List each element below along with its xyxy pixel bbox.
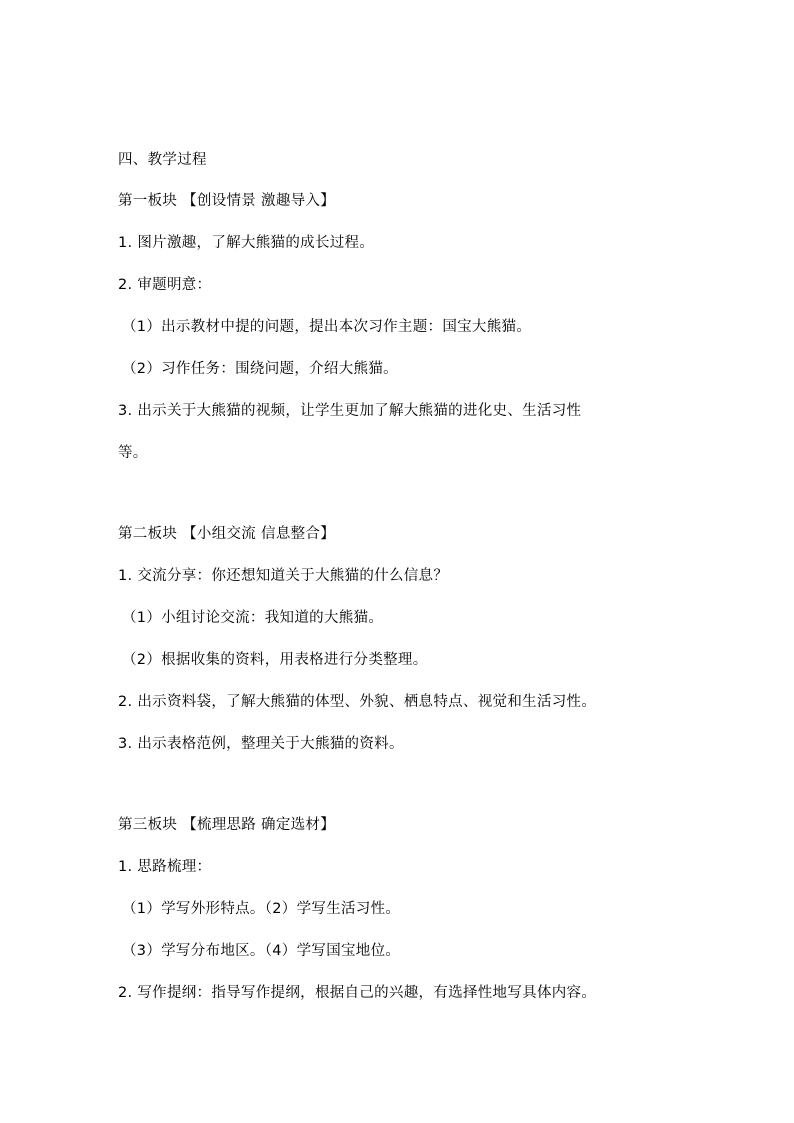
block-3-title: 第三板块 【梳理思路 确定选材】 <box>118 817 336 833</box>
block-3-subitem-2: （3）学写分布地区。（4）学写国宝地位。 <box>122 943 401 959</box>
block-1-item-3-cont: 等。 <box>118 445 148 461</box>
block-2-subitem-2: （2）根据收集的资料，用表格进行分类整理。 <box>122 652 428 668</box>
block-1-item-3: 3. 出示关于大熊猫的视频，让学生更加了解大熊猫的进化史、生活习性 <box>118 403 582 419</box>
block-2-title: 第二板块 【小组交流 信息整合】 <box>118 526 336 542</box>
block-1-subitem-1: （1）出示教材中提的问题，提出本次习作主题：国宝大熊猫。 <box>122 319 532 335</box>
block-3-item-1: 1. 思路梳理： <box>118 859 212 875</box>
block-1-subitem-2: （2）习作任务：围绕问题，介绍大熊猫。 <box>122 361 398 377</box>
section-heading: 四、教学过程 <box>118 152 207 168</box>
block-1-item-1: 1. 图片激趣，了解大熊猫的成长过程。 <box>118 235 375 251</box>
block-2-item-2: 2. 出示资料袋，了解大熊猫的体型、外貌、栖息特点、视觉和生活习性。 <box>118 694 597 710</box>
block-2-item-1: 1. 交流分享：你还想知道关于大熊猫的什么信息？ <box>118 568 449 584</box>
block-2-item-3: 3. 出示表格范例，整理关于大熊猫的资料。 <box>118 736 404 752</box>
block-3-item-2: 2. 写作提纲：指导写作提纲，根据自己的兴趣，有选择性地写具体内容。 <box>118 985 597 1001</box>
block-3-subitem-1: （1）学写外形特点。（2）学写生活习性。 <box>122 901 401 917</box>
block-2-subitem-1: （1）小组讨论交流：我知道的大熊猫。 <box>122 610 384 626</box>
block-1-title: 第一板块 【创设情景 激趣导入】 <box>118 193 336 209</box>
block-1-item-2: 2. 审题明意： <box>118 277 212 293</box>
